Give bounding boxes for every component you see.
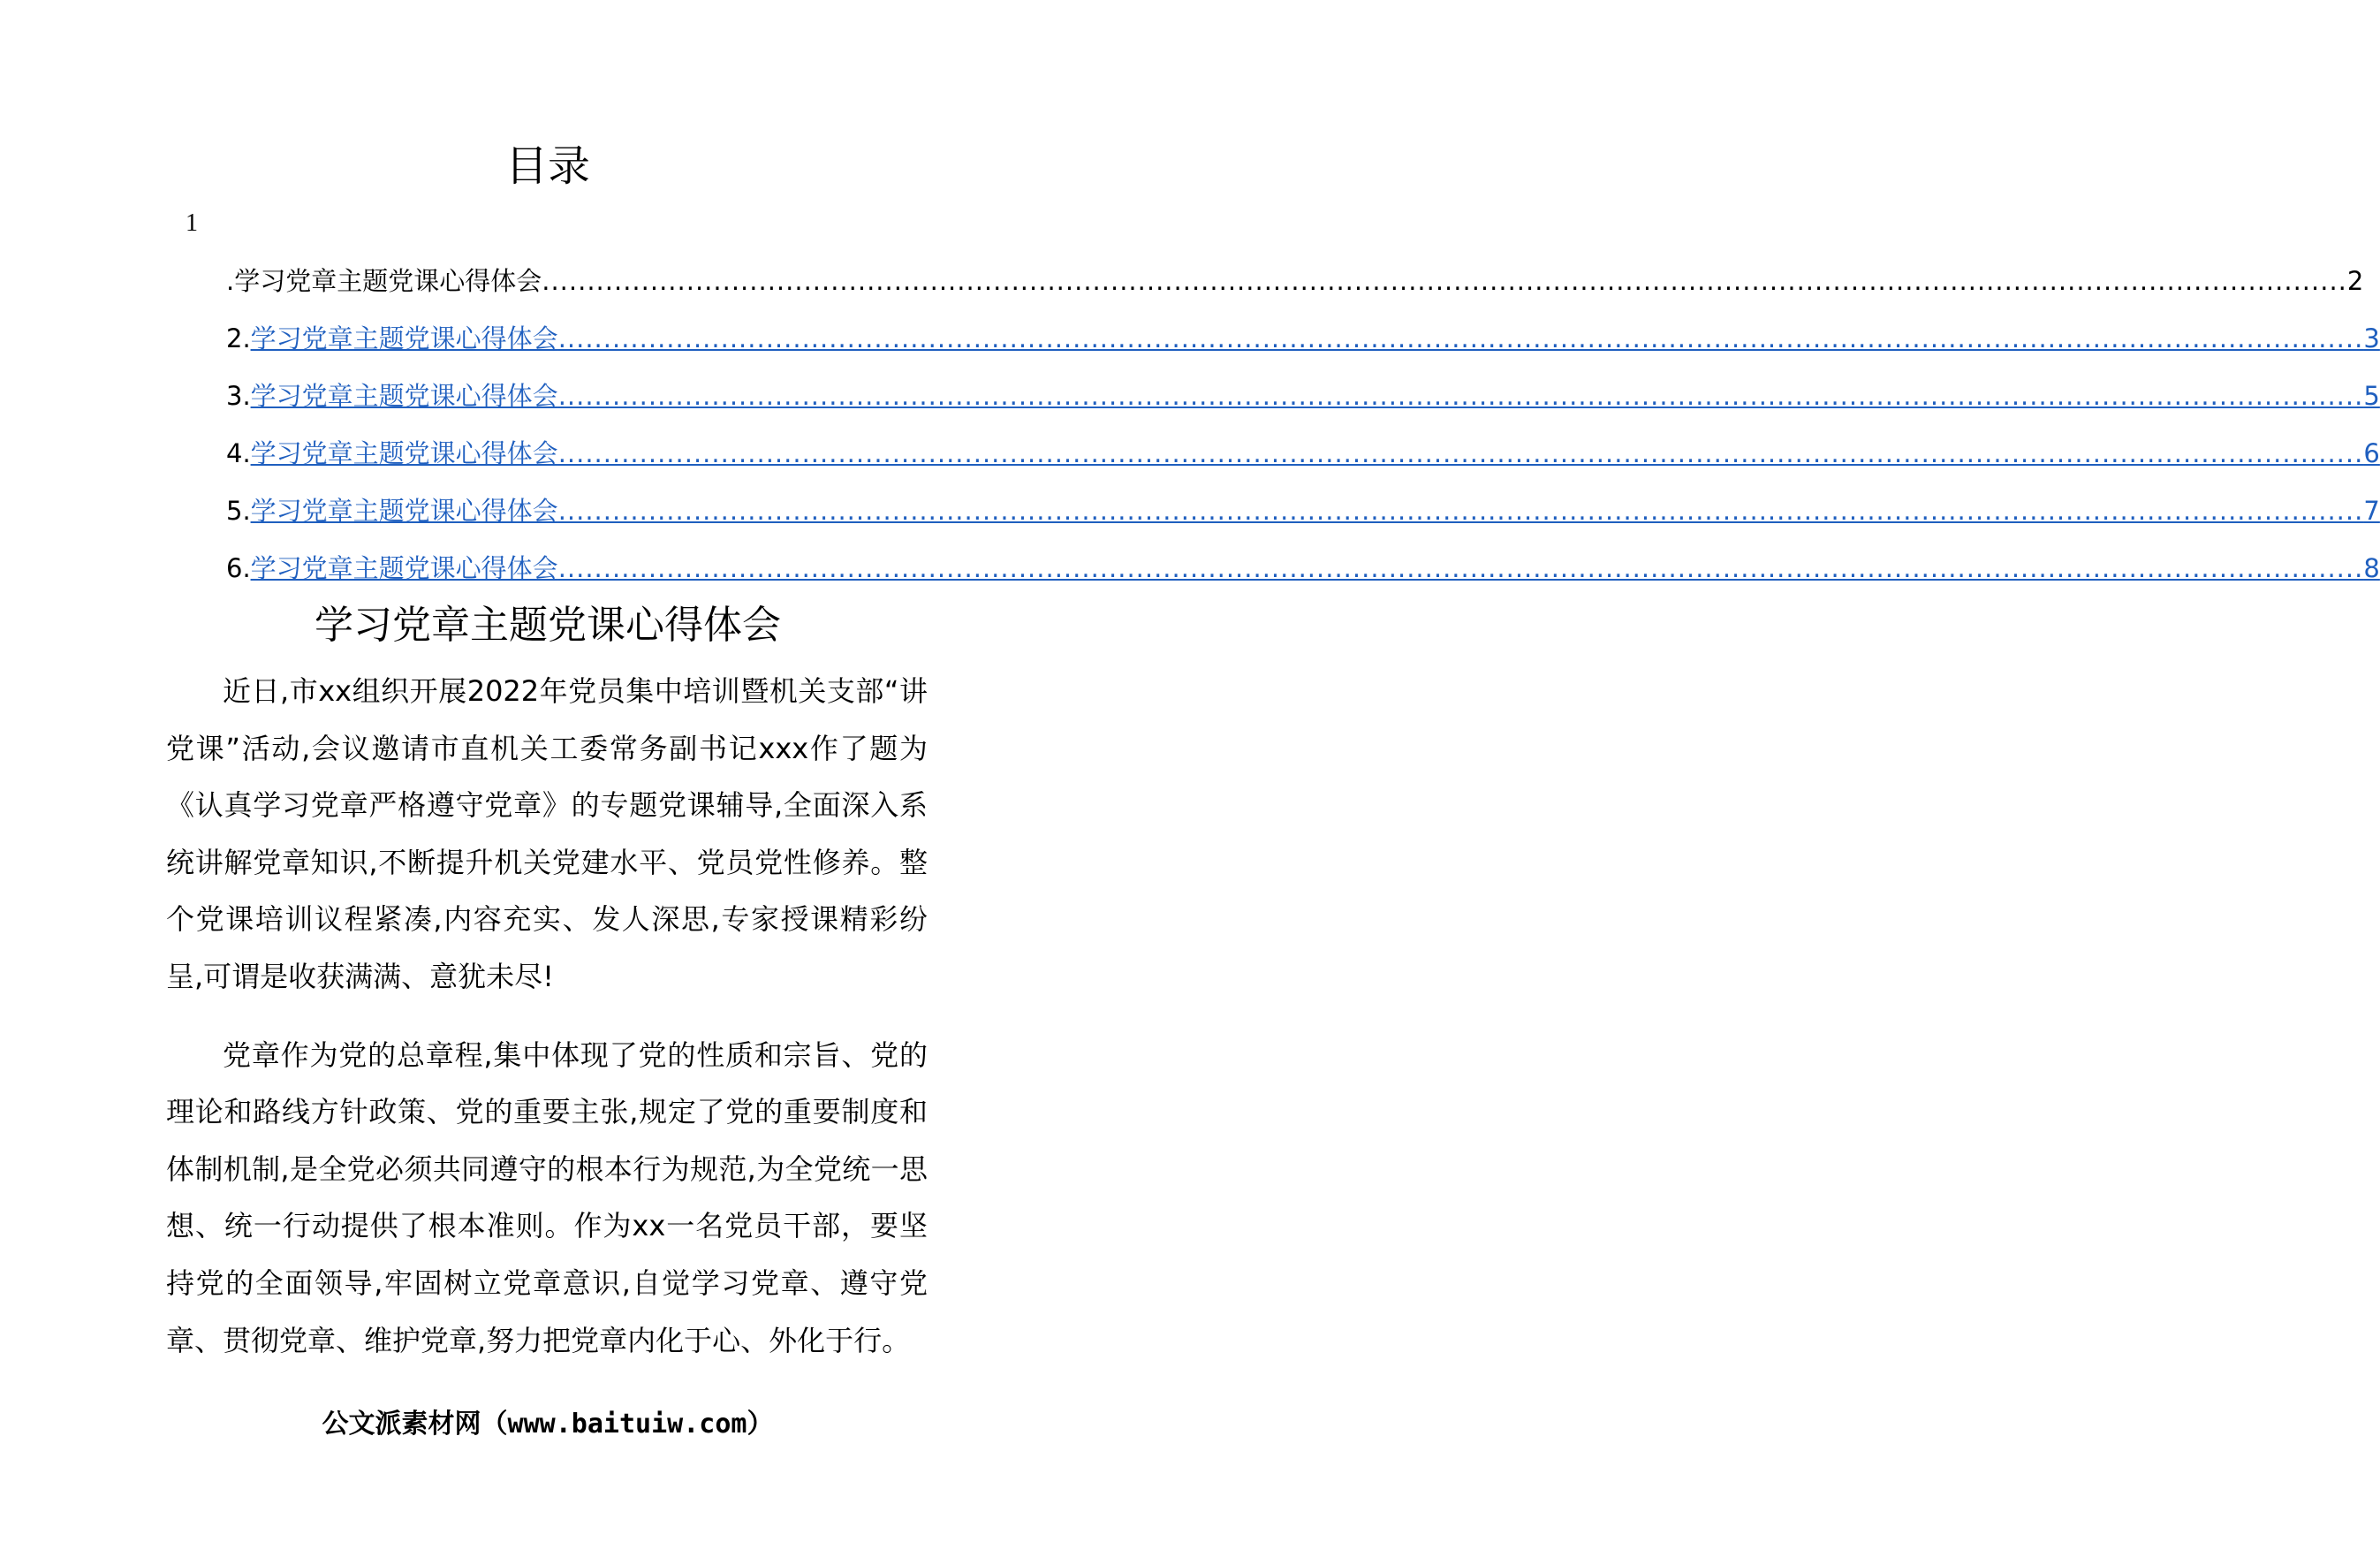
toc-entry-link (226, 263, 2364, 299)
toc-leader-dots[interactable]: ........................................................................................................................................................................................................ (557, 496, 2364, 526)
table-of-contents (226, 263, 2380, 608)
toc-leader-dots[interactable]: ........................................................................................................................................................................................................ (557, 381, 2364, 411)
article-paragraph-1: 近日,市xx组织开展2022年党员集中培训暨机关支部“讲党课”活动,会议邀请市直机关工委常务副书记xxx作了题为《认真学习党章严格遵守党章》的专题党课辅导,全面深入系统讲解党章知识,不断提升机关党建水平、党员党性修养。整个党课培训议程紧凑,内容充实、发人深思,专家授课精彩纷呈,可谓是收获满满、意犹未尽! (166, 674, 928, 993)
toc-entry-2[interactable] (226, 321, 2380, 378)
article-title: 学习党章主题党课心得体会 (315, 603, 781, 648)
toc-leader-dots[interactable]: ........................................................................................................................................................................................................ (557, 323, 2364, 353)
toc-entry-link[interactable] (250, 321, 2380, 356)
toc-entry-text: .学习党章主题党课心得体会 (226, 266, 542, 296)
toc-entry-page[interactable]: 8 (2363, 553, 2380, 583)
toc-leader-dots[interactable]: ........................................................................................................................................................................................................ (557, 553, 2364, 583)
toc-entry-page[interactable]: 7 (2363, 496, 2380, 526)
toc-entry-text[interactable]: 学习党章主题党课心得体会 (250, 438, 558, 468)
toc-entry-1 (226, 263, 2364, 321)
toc-leader-dots: ........................................................................................................................................................................................................ (542, 266, 2347, 296)
toc-entry-text[interactable]: 学习党章主题党课心得体会 (250, 381, 558, 411)
toc-entry-page[interactable]: 6 (2363, 438, 2380, 468)
toc-entry-number: 3. (226, 381, 251, 411)
article-paragraph-2: 党章作为党的总章程,集中体现了党的性质和宗旨、党的理论和路线方针政策、党的重要主张,规定了党的重要制度和体制机制,是全党必须共同遵守的根本行为规范,为全党统一思想、统一行动提供了根本准则。作为xx一名党员干部，要坚持党的全面领导,牢固树立党章意识,自觉学习党章、遵守党章、贯彻党章、维护党章,努力把党章内化于心、外化于行。 (166, 1037, 928, 1357)
toc-entry-number: 2. (226, 323, 251, 353)
toc-title: 目录 (504, 141, 590, 191)
toc-entry-text[interactable]: 学习党章主题党课心得体会 (250, 553, 558, 583)
toc-entry-4[interactable] (226, 436, 2380, 493)
toc-entry-5[interactable] (226, 493, 2380, 551)
toc-entry-text[interactable]: 学习党章主题党课心得体会 (250, 496, 558, 526)
footer-watermark: 公文派素材网（www.baituiw.com） (322, 1409, 774, 1440)
toc-prefix-number: 1 (186, 209, 198, 237)
toc-entry-link[interactable] (250, 551, 2380, 586)
toc-entry-text[interactable]: 学习党章主题党课心得体会 (250, 323, 558, 353)
toc-leader-dots[interactable]: ........................................................................................................................................................................................................ (557, 438, 2364, 468)
toc-entry-page: 2 (2346, 266, 2364, 296)
toc-entry-number: 5. (226, 496, 251, 526)
toc-entry-link[interactable] (250, 378, 2380, 414)
toc-entry-number: 6. (226, 553, 251, 583)
toc-entry-number: 4. (226, 438, 251, 468)
toc-entry-6[interactable] (226, 551, 2380, 608)
article-body (166, 663, 928, 1369)
toc-entry-3[interactable] (226, 378, 2380, 436)
toc-entry-link[interactable] (250, 493, 2380, 528)
toc-entry-page[interactable]: 3 (2363, 323, 2380, 353)
toc-entry-link[interactable] (250, 436, 2380, 471)
toc-entry-page[interactable]: 5 (2363, 381, 2380, 411)
